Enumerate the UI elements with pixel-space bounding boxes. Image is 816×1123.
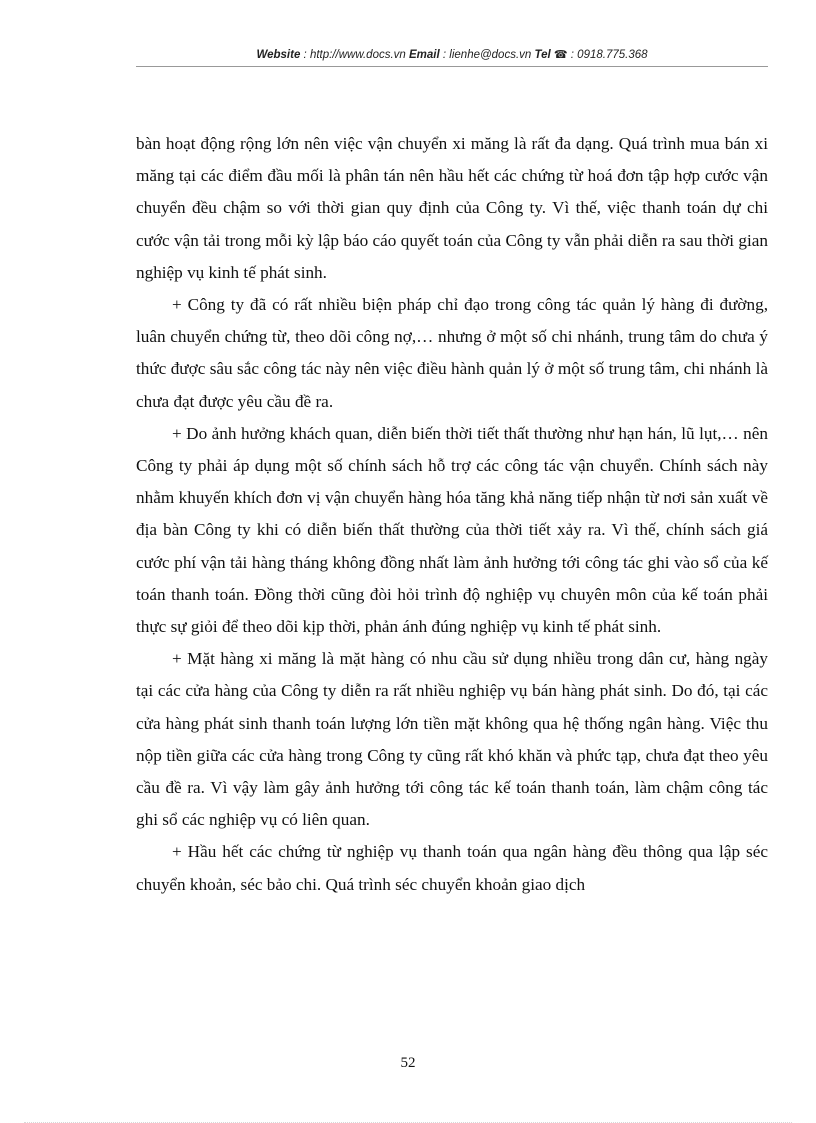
page-header <box>136 48 768 61</box>
website-label: Website <box>256 49 301 61</box>
tel-value: : 0918.775.368 <box>567 49 648 61</box>
phone-icon: ☎ <box>553 49 568 61</box>
document-body <box>136 128 768 901</box>
paragraph-3: + Do ảnh hưởng khách quan, diễn biến thời tiết thất thường như hạn hán, lũ lụt,… nên Công ty phải áp dụng một số chính sách hỗ trợ các công tác vận chuyển. Chính sách này nhằm khuyến khích đơn vị vận chuyển hàng hóa tăng khả năng tiếp nhận từ nơi sản xuất về địa bàn Công ty khi có diễn biến thất thường của thời tiết xảy ra. Vì thế, chính sách giá cước phí vận tải hàng tháng không đồng nhất làm ảnh hưởng tới công tác ghi vào sổ của kế toán thanh toán. Đồng thời cũng đòi hỏi trình độ nghiệp vụ chuyên môn của kế toán phải thực sự giỏi để theo dõi kịp thời, phản ánh đúng nghiệp vụ kinh tế phát sinh. <box>136 423 768 637</box>
email-label: Email <box>409 49 440 61</box>
tel-label: Tel <box>534 49 551 61</box>
email-value: : lienhe@docs.vn <box>439 49 535 61</box>
page-number: 52 <box>400 1055 416 1071</box>
paragraph-5: + Hầu hết các chứng từ nghiệp vụ thanh toán qua ngân hàng đều thông qua lập séc chuyển khoản, séc bảo chi. Quá trình séc chuyển khoản giao dịch <box>136 842 768 894</box>
paragraph-1: bàn hoạt động rộng lớn nên việc vận chuyển xi măng là rất đa dạng. Quá trình mua bán xi măng tại các điểm đầu mối là phân tán nên hầu hết các chứng từ hoá đơn tập hợp cước vận chuyển đều chậm so với thời gian quy định của Công ty. Vì thế, việc thanh toán dự chi cước vận tải trong mỗi kỳ lập báo cáo quyết toán của Công ty vẫn phải diễn ra sau thời gian nghiệp vụ kinh tế phát sinh. <box>136 134 768 282</box>
paragraph-4: + Mặt hàng xi măng là mặt hàng có nhu cầu sử dụng nhiều trong dân cư, hàng ngày tại các cửa hàng của Công ty diễn ra rất nhiều nghiệp vụ bán hàng phát sinh. Do đó, tại các cửa hàng phát sinh thanh toán lượng lớn tiền mặt không qua hệ thống ngân hàng. Việc thu nộp tiền giữa các cửa hàng trong Công ty cũng rất khó khăn và phức tạp, chưa đạt theo yêu cầu đề ra. Vì vậy làm gây ảnh hưởng tới công tác kế toán thanh toán, làm chậm công tác ghi sổ các nghiệp vụ có liên quan. <box>136 649 768 830</box>
paragraph-2: + Công ty đã có rất nhiều biện pháp chỉ đạo trong công tác quản lý hàng đi đường, luân chuyển chứng từ, theo dõi công nợ,… nhưng ở một số chi nhánh, trung tâm do chưa ý thức được sâu sắc công tác này nên việc điều hành quản lý ở một số trung tâm, chi nhánh là chưa đạt được yêu cầu đề ra. <box>136 295 768 411</box>
header-divider <box>136 66 768 67</box>
website-value: : http://www.docs.vn <box>300 49 410 61</box>
